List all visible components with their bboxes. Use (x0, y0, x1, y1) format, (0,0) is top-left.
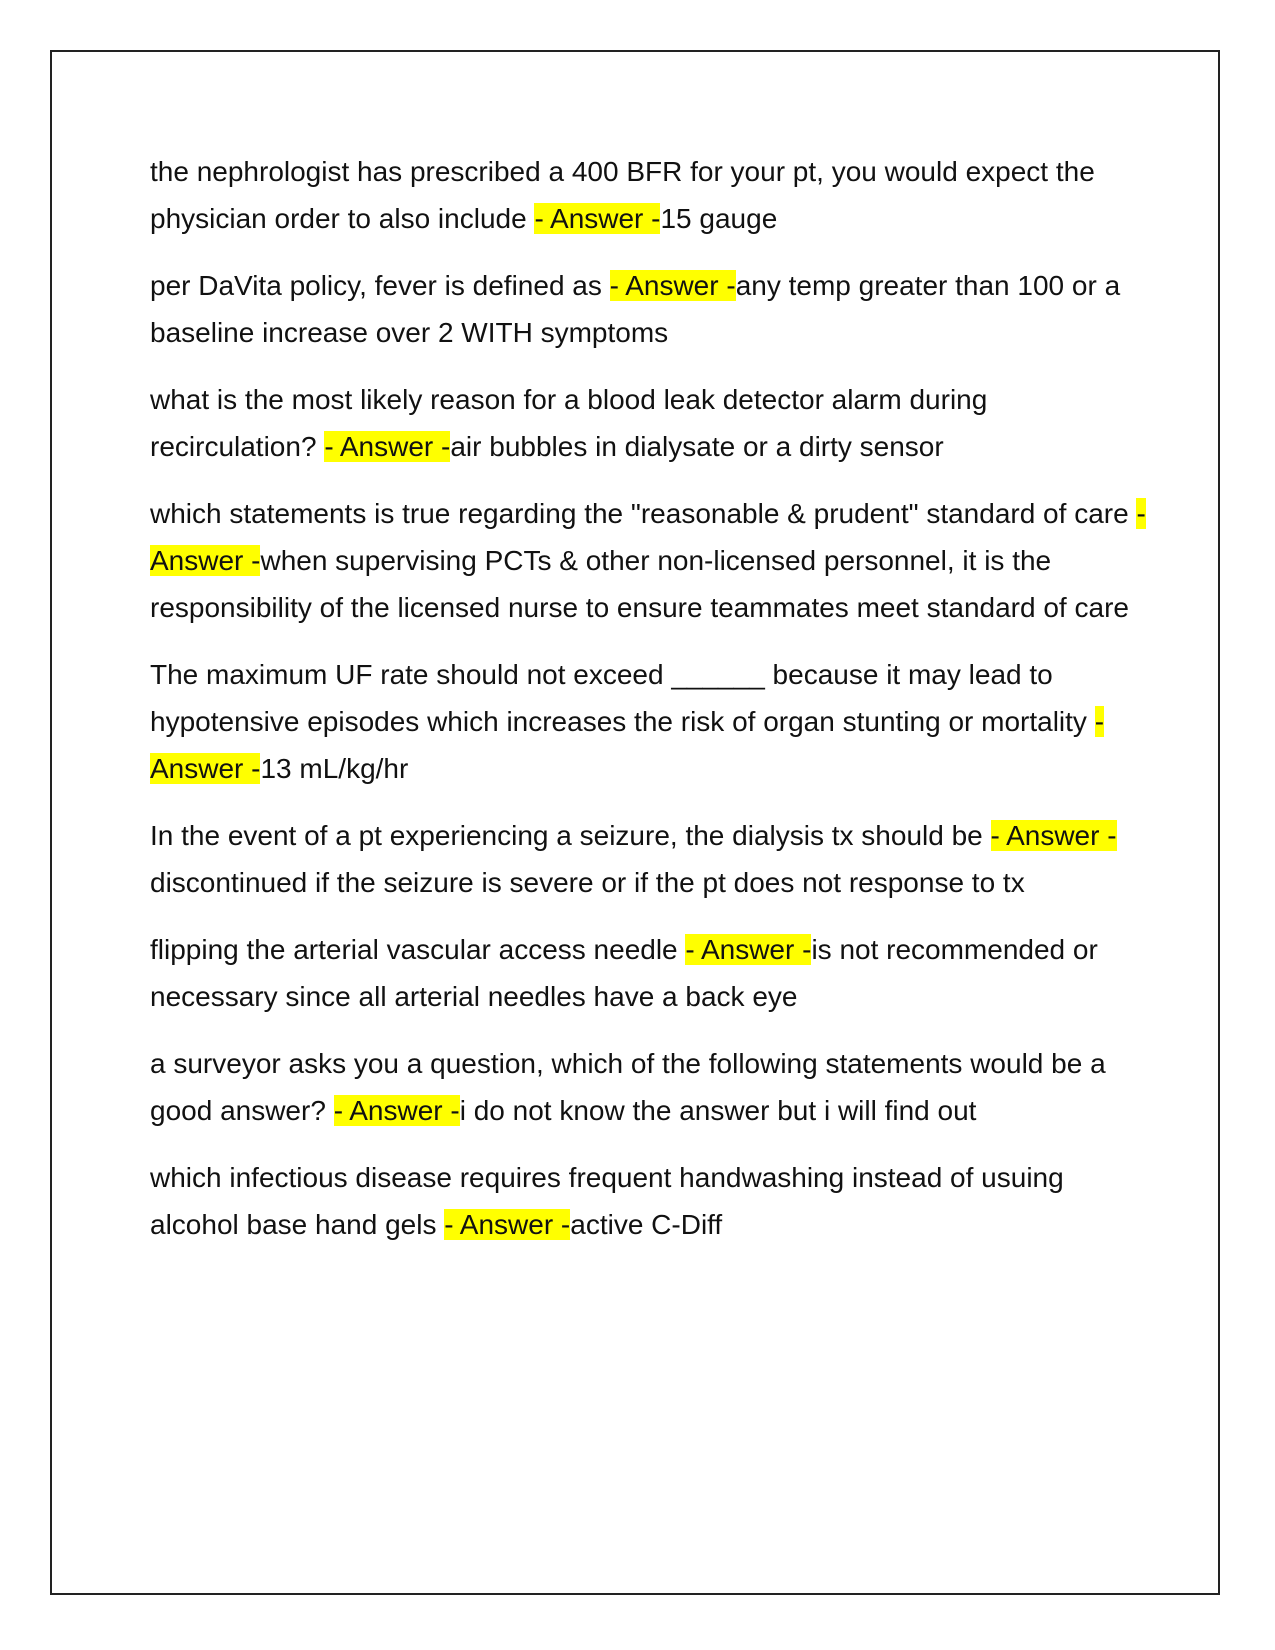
answer-marker: - Answer - (990, 820, 1117, 851)
answer-marker: - Answer - (444, 1209, 571, 1240)
question-text: The maximum UF rate should not exceed ______ because it may lead to hypotensive episodes which increases the risk of organ stunting or mortality (150, 659, 1095, 737)
answer-text: 15 gauge (660, 203, 778, 234)
answer-marker: - Answer - (685, 934, 812, 965)
answer-text: 13 mL/kg/hr (260, 753, 409, 784)
qa-item (150, 490, 1150, 631)
answer-text: when supervising PCTs & other non-licensed personnel, it is the responsibility of the licensed nurse to ensure teammates meet standard of care (150, 545, 1129, 623)
answer-marker: - Answer - (324, 431, 451, 462)
answer-text: air bubbles in dialysate or a dirty sensor (450, 431, 944, 462)
qa-item (150, 1154, 1150, 1248)
qa-item (150, 651, 1150, 792)
qa-item (150, 262, 1150, 356)
question-text: per DaVita policy, fever is defined as (150, 270, 610, 301)
answer-text: active C-Diff (570, 1209, 723, 1240)
question-text: the nephrologist has prescribed a 400 BFR for your pt, you would expect the physician order to also include (150, 156, 1095, 234)
question-text: which statements is true regarding the "reasonable & prudent" standard of care (150, 498, 1137, 529)
question-text: flipping the arterial vascular access needle (150, 934, 686, 965)
question-text: what is the most likely reason for a blood leak detector alarm during recirculation? (150, 384, 988, 462)
question-text: a surveyor asks you a question, which of the following statements would be a good answer? (150, 1048, 1106, 1126)
answer-marker: - Answer - (150, 706, 1105, 784)
question-text: which infectious disease requires frequent handwashing instead of usuing alcohol base hand gels (150, 1162, 1064, 1240)
qa-item (150, 926, 1150, 1020)
answer-marker: - Answer - (333, 1095, 460, 1126)
answer-text: discontinued if the seizure is severe or if the pt does not response to tx (150, 867, 1025, 898)
qa-item (150, 148, 1150, 242)
question-text: In the event of a pt experiencing a seizure, the dialysis tx should be (150, 820, 991, 851)
answer-text: any temp greater than 100 or a baseline increase over 2 WITH symptoms (150, 270, 1121, 348)
answer-text: is not recommended or necessary since all arterial needles have a back eye (150, 934, 1098, 1012)
qa-item (150, 376, 1150, 470)
qa-list (150, 148, 1150, 1268)
qa-item (150, 1040, 1150, 1134)
answer-marker: - Answer - (534, 203, 661, 234)
qa-item (150, 812, 1150, 906)
answer-marker: - Answer - (150, 498, 1146, 576)
answer-text: i do not know the answer but i will find out (459, 1095, 977, 1126)
answer-marker: - Answer - (609, 270, 736, 301)
